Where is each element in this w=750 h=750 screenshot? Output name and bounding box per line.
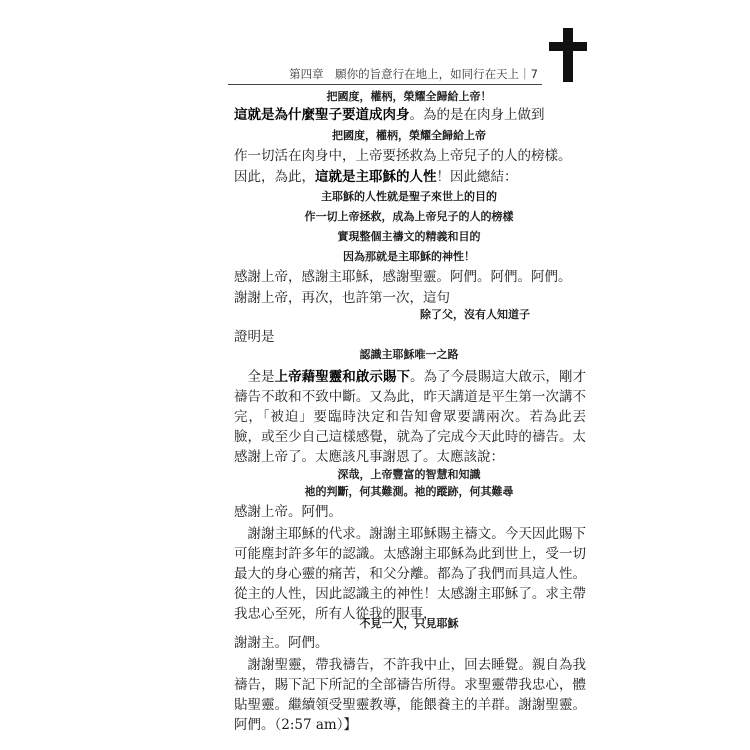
text-line: 感謝上帝。阿們。 [234, 504, 342, 520]
emphasis-text: 這就是主耶穌的人性 [315, 169, 437, 185]
text-span: 全是 [247, 369, 275, 385]
text-line: 感謝上帝，感謝主耶穌，感謝聖靈。阿們。阿們。阿們。 [234, 269, 572, 285]
heading-line: 深哉，上帝豐富的智慧和知識 [337, 468, 481, 481]
paragraph: 謝謝聖靈，帶我禱告，不許我中止，回去睡覺。親自為我禱告，賜下記下所記的全部禱告所得。求聖靈帶我忠心，體貼聖靈。繼續領受聖靈教導，能餵養主的羊群。謝謝聖靈。阿們。（2:57 am）】 [234, 657, 586, 733]
heading-line: 把國度，權柄，榮耀全歸給上帝！ [326, 90, 492, 103]
text-line: 謝謝上帝，再次，也許第一次，這句 [234, 290, 450, 306]
emphasis-text: 上帝藉聖靈和啟示賜下 [274, 369, 411, 385]
paragraph [234, 367, 586, 467]
text-span: 因此，為此， [234, 169, 315, 185]
heading-line: 實現整個主禱文的精義和目的 [337, 230, 481, 243]
text-span: 。為了今晨賜這大啟示，剛才禱告不敢和不致中斷。又為此，昨天講道是平生第一次講不完，「被迫」要臨時決定和告知會眾要講兩次。若為此丟臉，或至少自己這樣感覺，就為了完成今天此時的禱告。太感謝上帝了。太應該凡事謝恩了。太應該說： [234, 369, 587, 465]
heading-line: 因為那就是主耶穌的神性！ [343, 250, 475, 263]
heading-line: 把國度，權柄，榮耀全歸給上帝 [332, 129, 486, 142]
emphasis-text: 這就是為什麼聖子要道成肉身 [234, 107, 410, 123]
text-line [234, 106, 545, 124]
text-span: 。為的是在肉身上做到 [409, 107, 545, 123]
running-header: 第四章 願你的旨意行在地上，如同行在天上｜7 [289, 67, 538, 81]
heading-line: 認識主耶穌唯一之路 [359, 348, 459, 361]
text-line [234, 168, 518, 186]
heading-line: 作一切上帝拯救，成為上帝兒子的人的榜樣 [304, 210, 514, 223]
text-line: 證明是 [234, 329, 275, 345]
text-line: 作一切活在肉身中，上帝要拯救為上帝兒子的人的榜樣。 [234, 148, 572, 164]
heading-line: 不見一人，只見耶穌 [359, 617, 459, 630]
heading-line: 除了父，沒有人知道子 [420, 308, 530, 321]
text-span: ！因此總結： [436, 169, 518, 185]
header-rule [228, 84, 542, 85]
text-line: 謝謝主。阿們。 [234, 635, 329, 651]
cross-icon [549, 28, 587, 82]
heading-line: 主耶穌的人性就是聖子來世上的目的 [321, 190, 497, 203]
paragraph: 謝謝主耶穌的代求。謝謝主耶穌賜主禱文。今天因此賜下可能塵封許多年的認識。太感謝主耶穌為此到世上，受一切最大的身心靈的痛苦，和父分離。都為了我們而具這人性。從主的人性，因此認識主的神性！太感謝主耶穌了。求主帶我忠心至死，所有人從我的服事， [234, 526, 586, 622]
heading-line: 祂的判斷，何其難測。祂的蹤跡，何其難尋 [304, 485, 514, 498]
